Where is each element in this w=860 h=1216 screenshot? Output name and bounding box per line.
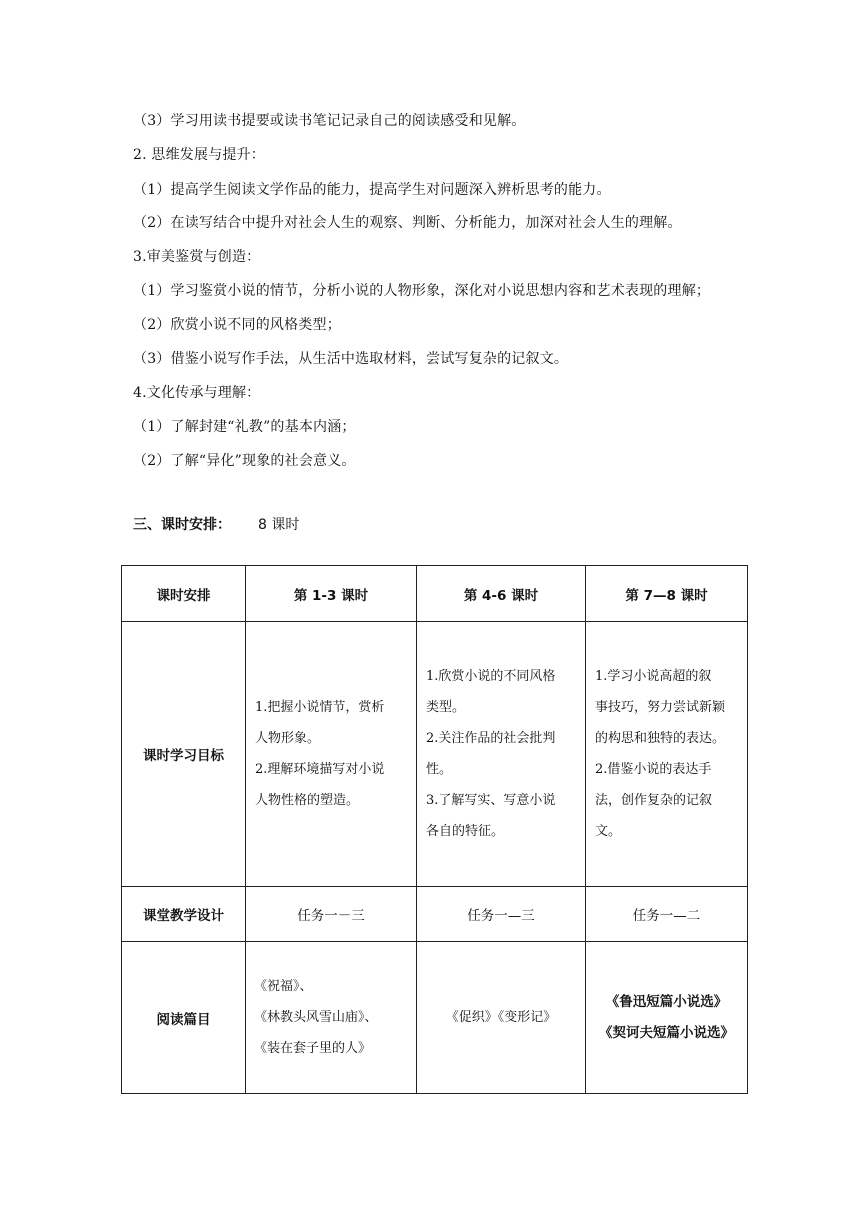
goal-text: 1.把握小说情节，赏析 (255, 700, 385, 715)
table-row-goals (122, 622, 748, 887)
goals-cell-period-2 (417, 622, 586, 887)
objective-line-2-1: （1）提高学生阅读文学作品的能力，提高学生对问题深入辨析思考的能力。 (133, 182, 611, 198)
objective-line-1: （3）学习用读书提要或读书笔记记录自己的阅读感受和见解。 (133, 113, 526, 129)
goals-row-label: 课时学习目标 (122, 622, 246, 887)
goal-text: 事技巧，努力尝试新颖 (595, 700, 726, 715)
goal-text: 性。 (426, 762, 453, 777)
goal-text: 文。 (595, 824, 622, 839)
goal-text: 2.借鉴小说的表达手 (595, 762, 712, 777)
goal-text: 的构思和独特的表达。 (595, 731, 726, 746)
header-cell-label: 课时安排 (122, 566, 246, 622)
design-cell-period-3: 任务一—二 (586, 887, 748, 942)
objective-line-3-3: （3）借鉴小说写作手法，从生活中选取材料，尝试写复杂的记叙文。 (133, 351, 569, 367)
goal-text: 人物形象。 (255, 731, 321, 746)
reading-cell-period-3 (586, 942, 748, 1094)
objective-line-4-1: （1）了解封建“礼教”的基本内涵； (133, 419, 356, 435)
design-cell-period-2: 任务一—三 (417, 887, 586, 942)
reading-title: 《鲁迅短篇小说选》 (605, 993, 728, 1010)
header-cell-period-1: 第 1-3 课时 (246, 566, 417, 622)
reading-row-label: 阅读篇目 (122, 942, 246, 1094)
section-3-value: 8 课时 (258, 517, 300, 533)
objective-heading-4: 4.文化传承与理解： (133, 385, 261, 401)
goal-text: 法，创作复杂的记叙 (595, 793, 713, 808)
goal-text: 3.了解写实、写意小说 (426, 793, 556, 808)
design-row-label: 课堂教学设计 (122, 887, 246, 942)
goal-text: 2.关注作品的社会批判 (426, 731, 556, 746)
schedule-table (121, 565, 748, 1094)
reading-title: 《林教头风雪山庙》、 (254, 1010, 378, 1025)
objective-line-4-2: （2）了解“异化”现象的社会意义。 (133, 453, 356, 469)
objective-heading-2: 2. 思维发展与提升： (133, 147, 266, 163)
goals-cell-period-1 (246, 622, 417, 887)
reading-title: 《祝福》、 (254, 979, 313, 994)
table-row-reading (122, 942, 748, 1094)
reading-cell-period-1 (246, 942, 417, 1094)
reading-title: 《契诃夫短篇小说选》 (599, 1024, 734, 1041)
table-row-design (122, 887, 748, 942)
objective-line-2-2: （2）在读写结合中提升对社会人生的观察、判断、分析能力，加深对社会人生的理解。 (133, 215, 682, 231)
reading-cell-period-2: 《促织》《变形记》 (417, 942, 586, 1094)
design-cell-period-1: 任务一－三 (246, 887, 417, 942)
goal-text: 1.学习小说高超的叙 (595, 669, 712, 684)
objective-line-3-2: （2）欣赏小说不同的风格类型； (133, 317, 341, 333)
reading-title: 《装在套子里的人》 (254, 1041, 372, 1056)
goal-text: 人物性格的塑造。 (255, 793, 360, 808)
objective-heading-3: 3.审美鉴赏与创造： (133, 249, 261, 265)
goal-text: 各自的特征。 (426, 824, 505, 839)
goal-text: 2.理解环境描写对小说 (255, 762, 385, 777)
table-header-row (122, 566, 748, 622)
goal-text: 1.欣赏小说的不同风格 (426, 669, 556, 684)
section-3-title: 三、课时安排： (133, 517, 231, 533)
objective-line-3-1: （1）学习鉴赏小说的情节，分析小说的人物形象，深化对小说思想内容和艺术表现的理解； (133, 283, 711, 299)
goal-text: 类型。 (426, 700, 466, 715)
header-cell-period-3: 第 7—8 课时 (586, 566, 748, 622)
goals-cell-period-3 (586, 622, 748, 887)
header-cell-period-2: 第 4-6 课时 (417, 566, 586, 622)
